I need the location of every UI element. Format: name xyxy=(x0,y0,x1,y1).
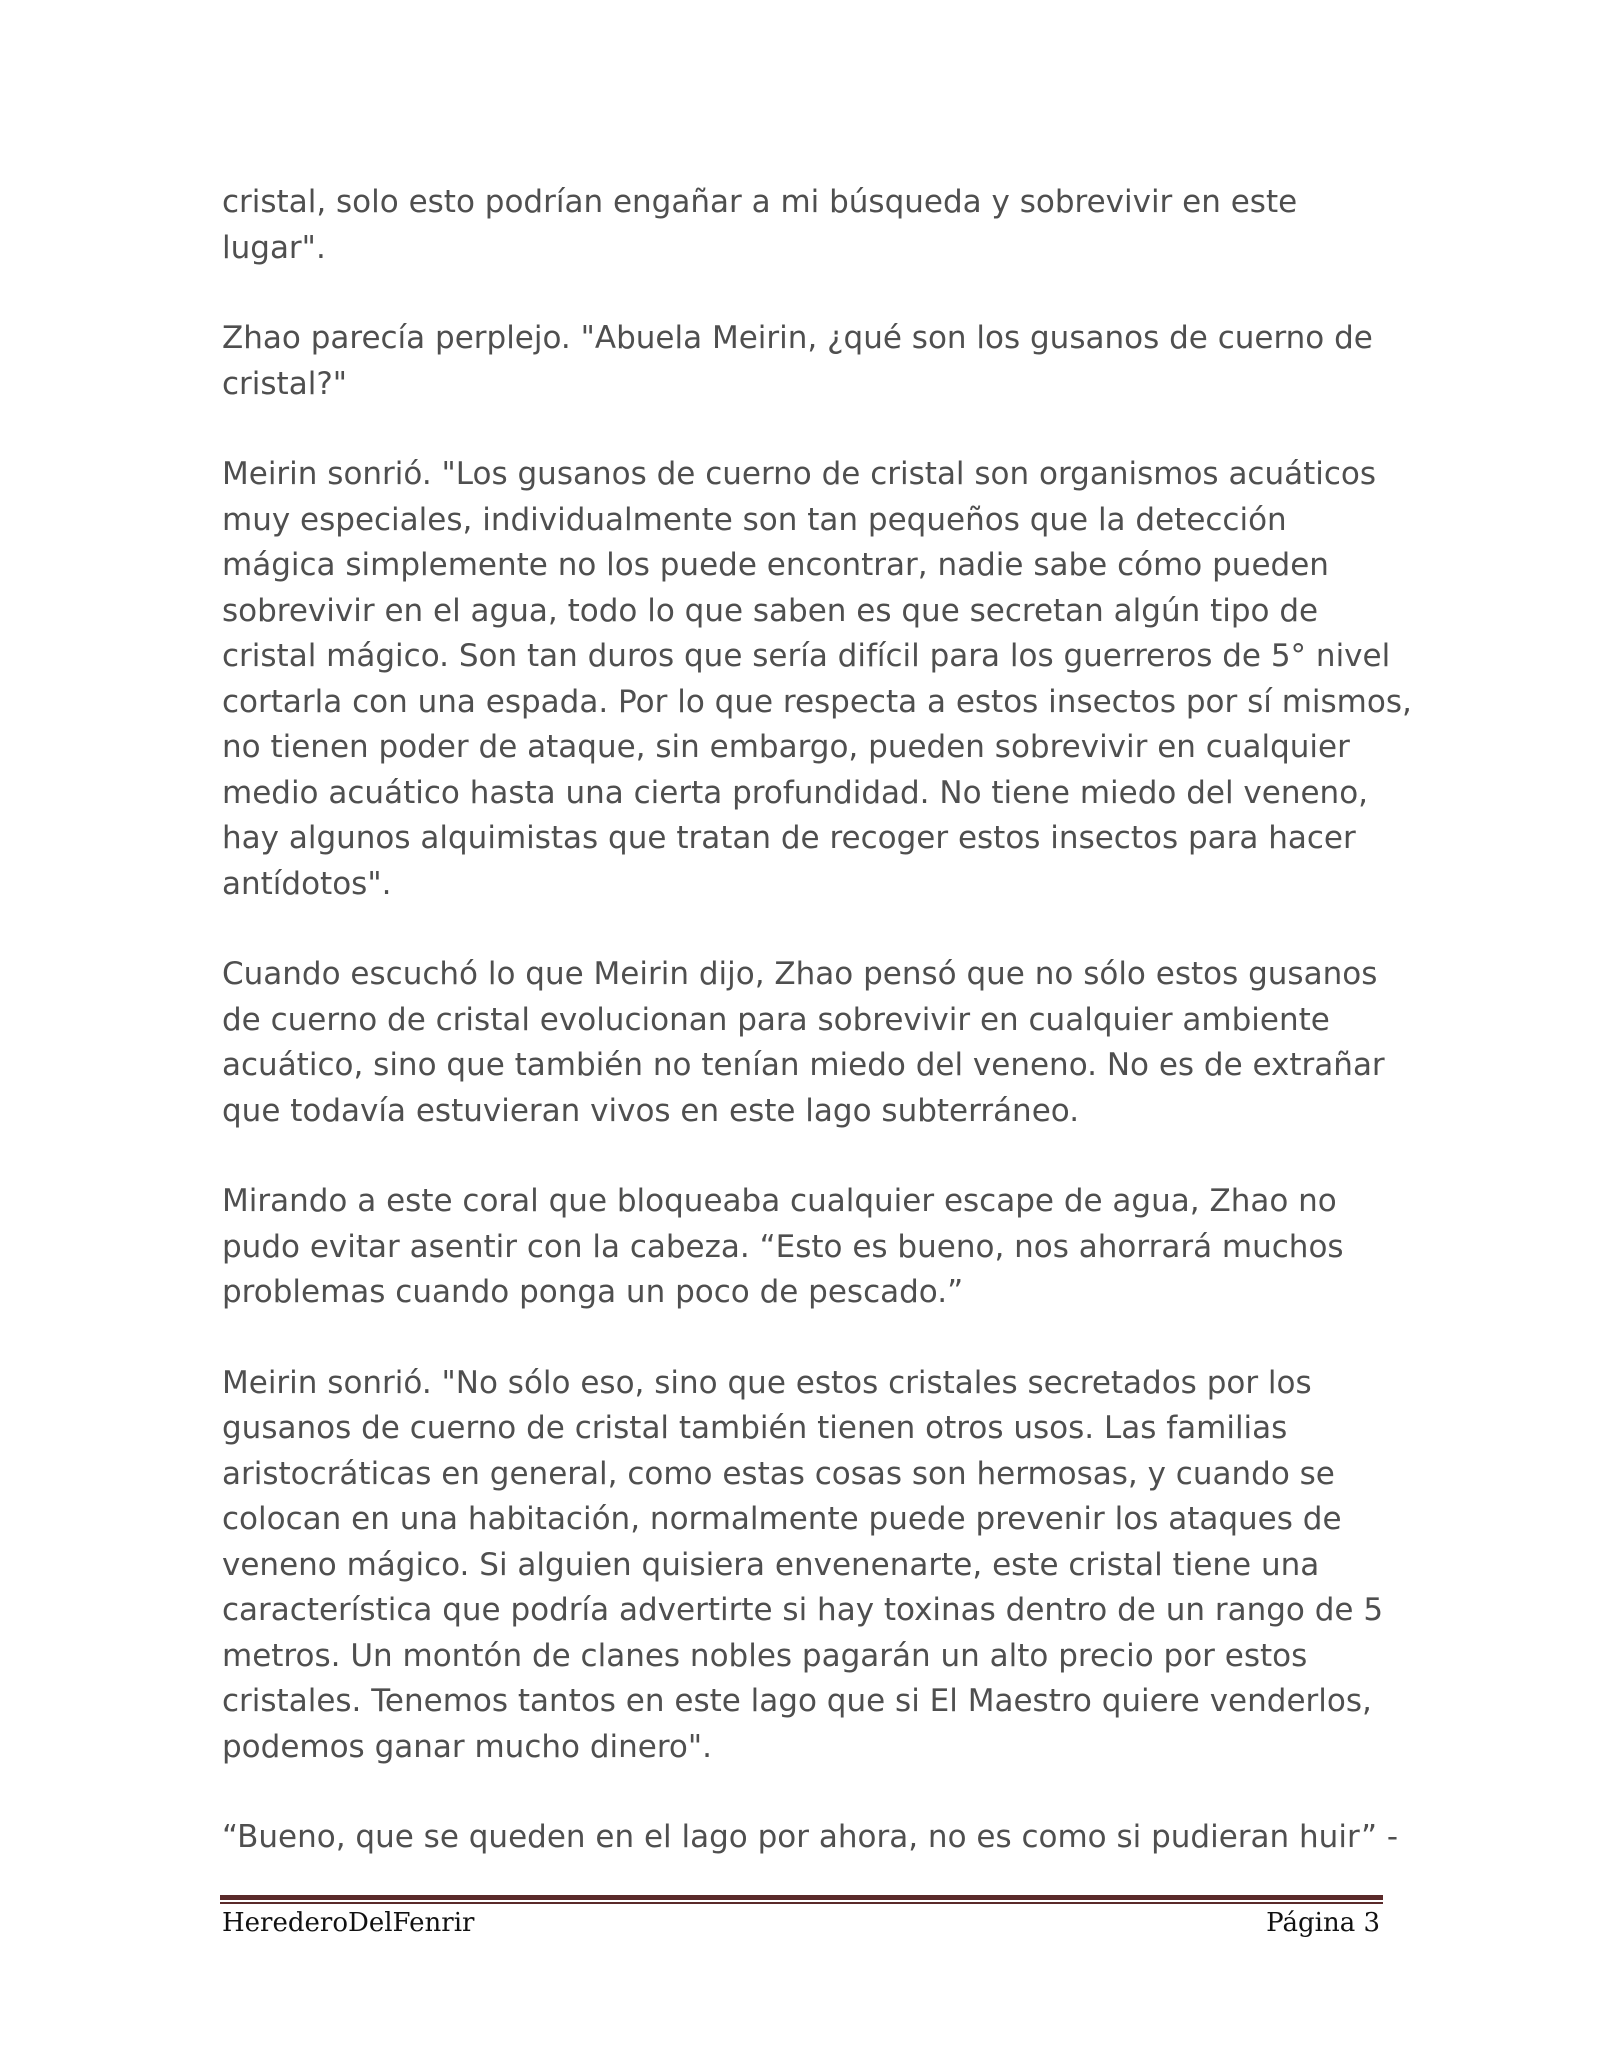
text-line: Cuando escuchó lo que Meirin dijo, Zhao pensó que no sólo estos gusanos xyxy=(222,956,1378,992)
text-line: cristal mágico. Son tan duros que sería difícil para los guerreros de 5° nivel xyxy=(222,638,1391,674)
text-line: de cuerno de cristal evolucionan para sobrevivir en cualquier ambiente xyxy=(222,1001,1330,1038)
text-line: antídotos". xyxy=(222,865,392,902)
footer-page-number: Página 3 xyxy=(1266,1908,1380,1938)
text-line: no tienen poder de ataque, sin embargo, pueden sobrevivir en cualquier xyxy=(222,729,1350,765)
text-line: “Bueno, que se queden en el lago por ahora, no es como si pudieran huir” - xyxy=(222,1819,1399,1855)
text-line: metros. Un montón de clanes nobles pagarán un alto precio por estos xyxy=(222,1637,1308,1674)
page-footer xyxy=(222,1908,1380,1938)
paragraph xyxy=(222,1361,1402,1771)
text-line: muy especiales, individualmente son tan pequeños que la detección xyxy=(222,501,1287,538)
text-line: gusanos de cuerno de cristal también tienen otros usos. Las familias xyxy=(222,1410,1288,1446)
text-line: cristales. Tenemos tantos en este lago que si El Maestro quiere venderlos, xyxy=(222,1683,1372,1719)
paragraph xyxy=(222,316,1402,407)
footer-author: HerederoDelFenrir xyxy=(222,1908,475,1938)
text-line: Meirin sonrió. "Los gusanos de cuerno de cristal son organismos acuáticos xyxy=(222,456,1377,492)
text-line: Meirin sonrió. "No sólo eso, sino que estos cristales secretados por los xyxy=(222,1364,1312,1401)
text-line: aristocráticas en general, como estas cosas son hermosas, y cuando se xyxy=(222,1455,1335,1492)
text-line: Zhao parecía perplejo. "Abuela Meirin, ¿qué son los gusanos de cuerno de xyxy=(222,320,1373,356)
text-line: hay algunos alquimistas que tratan de recoger estos insectos para hacer xyxy=(222,820,1356,856)
text-line: mágica simplemente no los puede encontrar, nadie sabe cómo pueden xyxy=(222,547,1329,583)
text-line: lugar". xyxy=(222,229,326,266)
text-line: veneno mágico. Si alguien quisiera envenenarte, este cristal tiene una xyxy=(222,1546,1320,1583)
text-line: característica que podría advertirte si hay toxinas dentro de un rango de 5 xyxy=(222,1592,1384,1628)
paragraph xyxy=(222,1815,1402,1861)
text-line: que todavía estuvieran vivos en este lago subterráneo. xyxy=(222,1092,1080,1129)
text-line: colocan en una habitación, normalmente puede prevenir los ataques de xyxy=(222,1501,1342,1537)
text-line: acuático, sino que también no tenían miedo del veneno. No es de extrañar xyxy=(222,1047,1385,1083)
text-line: medio acuático hasta una cierta profundidad. No tiene miedo del veneno, xyxy=(222,774,1369,811)
text-line: cristal, solo esto podrían engañar a mi búsqueda y sobrevivir en este xyxy=(222,184,1298,220)
text-line: podemos ganar mucho dinero". xyxy=(222,1728,712,1765)
paragraph xyxy=(222,180,1402,271)
footer-rule xyxy=(220,1895,1383,1904)
text-line: problemas cuando ponga un poco de pescado.” xyxy=(222,1274,964,1310)
text-line: pudo evitar asentir con la cabeza. “Esto es bueno, nos ahorrará muchos xyxy=(222,1228,1344,1265)
paragraph xyxy=(222,452,1412,907)
paragraph xyxy=(222,1179,1402,1316)
text-line: cristal?" xyxy=(222,365,348,402)
text-line: sobrevivir en el agua, todo lo que saben es que secretan algún tipo de xyxy=(222,592,1319,629)
paragraph xyxy=(222,952,1402,1134)
text-line: Mirando a este coral que bloqueaba cualquier escape de agua, Zhao no xyxy=(222,1183,1337,1219)
body-text xyxy=(222,180,1412,1906)
text-line: cortarla con una espada. Por lo que respecta a estos insectos por sí mismos, xyxy=(222,683,1412,720)
